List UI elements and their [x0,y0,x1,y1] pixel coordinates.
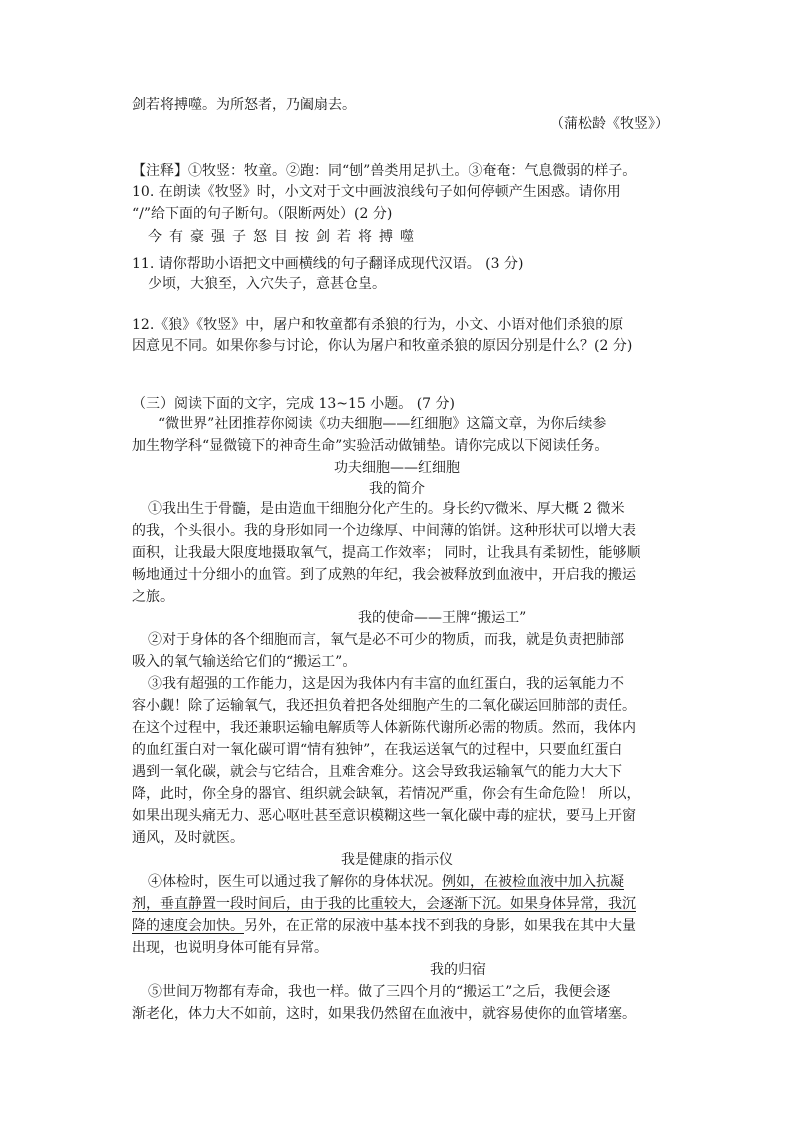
article-title: 功夫细胞——红细胞 [334,460,460,476]
paragraph-3-line: 通风，及时就医。 [132,830,244,846]
section-heading-intro: 我的简介 [369,481,425,497]
section-3-intro-line-2: 加生物学科“显微镜下的神奇生命”实验活动做铺垫。请你完成以下阅读任务。 [132,438,609,454]
paragraph-5-line: ⑤世间万物都有寿命，我也一样。做了三四个月的“搬运工”之后，我便会逐 [148,984,611,1000]
paragraph-3-line: 降，此时，你全身的器官、组织就会缺氧，若情况严重，你会有生命危险！ 所以， [132,786,641,802]
section-heading-mission: 我的使命——王牌“搬运工” [358,610,527,626]
question-10-line-1: 10. 在朗读《牧竖》时，小文对于文中画波浪线句子如何停顿产生困惑。请你用 [132,184,621,200]
paragraph-4-text: ④体检时，医生可以通过我了解你的身体状况。 [148,874,442,890]
paragraph-3-line: ③我有超强的工作能力，这是因为我体内有丰富的血红蛋白，我的运氧能力不 [148,676,624,692]
section-heading-destination: 我的归宿 [430,962,486,978]
section-heading-indicator: 我是健康的指示仪 [341,852,453,868]
question-12-line-2: 因意见不同。如果你参与讨论，你认为屠户和牧童杀狼的原因分别是什么？(2 分) [132,338,633,354]
section-3-heading: （三）阅读下面的文字，完成 13~15 小题。 (7 分) [132,396,455,412]
question-10-line-2: “/”给下面的句子断句。（限断两处）(2 分) [132,206,393,222]
annotation-note: 【注释】①牧竖：牧童。②跑：同“刨”兽类用足扒土。③奄奄：气息微弱的样子。 [132,163,637,179]
paragraph-4-line [148,873,624,891]
paragraph-4-line: 出现，也说明身体可能有异常。 [132,940,328,956]
paragraph-3-line: 容小觑！除了运输氧气，我还担负着把各处细胞产生的二氧化碳运回肺部的责任。 [132,698,636,714]
paragraph-3-line: 如果出现头痛无力、恶心呕吐甚至意识模糊这些一氧化碳中毒的症状，要马上开窗 [132,808,636,824]
underlined-sentence: 降的速度会加快。 [132,918,244,934]
source-citation: （蒲松龄《牧竖》） [550,116,669,132]
paragraph-1-line: 之旅。 [132,589,174,605]
paragraph-3-line: 的血红蛋白对一氧化碳可谓“情有独钟”，在我运送氧气的过程中，只要血红蛋白 [132,742,623,758]
paragraph-1-line: 面积，让我最大限度地摄取氧气，提高工作效率； 同时，让我具有柔韧性，能够顺 [132,545,641,561]
section-3-intro-line-1: “微世界”社团推荐你阅读《功夫细胞——红细胞》这篇文章，为你后续参 [158,416,607,432]
question-11-line-1: 11. 请你帮助小语把文中画横线的句子翻译成现代汉语。 (3 分) [132,256,524,272]
paragraph-3-line: 遇到一氧化碳，就会与它结合，且难舍难分。这会导致我运输氧气的能力大大下 [132,764,622,780]
paragraph-2-line: ②对于身体的各个细胞而言，氧气是必不可少的物质，而我，就是负责把肺部 [148,632,624,648]
underlined-sentence: 剂，垂直静置一段时间后，由于我的比重较大，会逐渐下沉。如果身体异常，我沉 [132,896,636,912]
paragraph-5-line: 渐老化，体力大不如前，这时，如果我仍然留在血液中，就容易使你的血管堵塞。 [132,1006,636,1022]
paragraph-1-line: 畅地通过十分细小的血管。到了成熟的年纪，我会被释放到血液中，开启我的搬运 [132,567,636,583]
question-11-sentence: 少顷，大狼至，入穴失子，意甚仓皇。 [148,276,386,292]
classical-text-line: 剑若将搏噬。为所怒者，乃阖扇去。 [132,97,356,113]
paragraph-1-line: 的我，个头很小。我的身形如同一个边缘厚、中间薄的馅饼。这种形状可以增大表 [132,523,636,539]
paragraph-1-line: ①我出生于骨髓，是由造血干细胞分化产生的。身长约▽微米、厚大概 2 微米 [148,501,625,517]
underlined-sentence: 例如，在被检血液中加入抗凝 [442,874,624,890]
paragraph-2-line: 吸入的氧气输送给它们的“搬运工”。 [132,654,357,670]
paragraph-4-text: 另外，在正常的尿液中基本找不到我的身影，如果我在其中大量 [244,918,636,934]
paragraph-3-line: 在这个过程中，我还兼职运输电解质等人体新陈代谢所必需的物质。然而，我体内 [132,720,636,736]
paragraph-4-line [132,917,636,935]
question-12-line-1: 12.《狼》《牧竖》中，屠户和牧童都有杀狼的行为，小文、小语对他们杀狼的原 [132,317,624,333]
question-10-sentence: 今有豪强子怒目按剑若将搏噬 [148,229,421,245]
